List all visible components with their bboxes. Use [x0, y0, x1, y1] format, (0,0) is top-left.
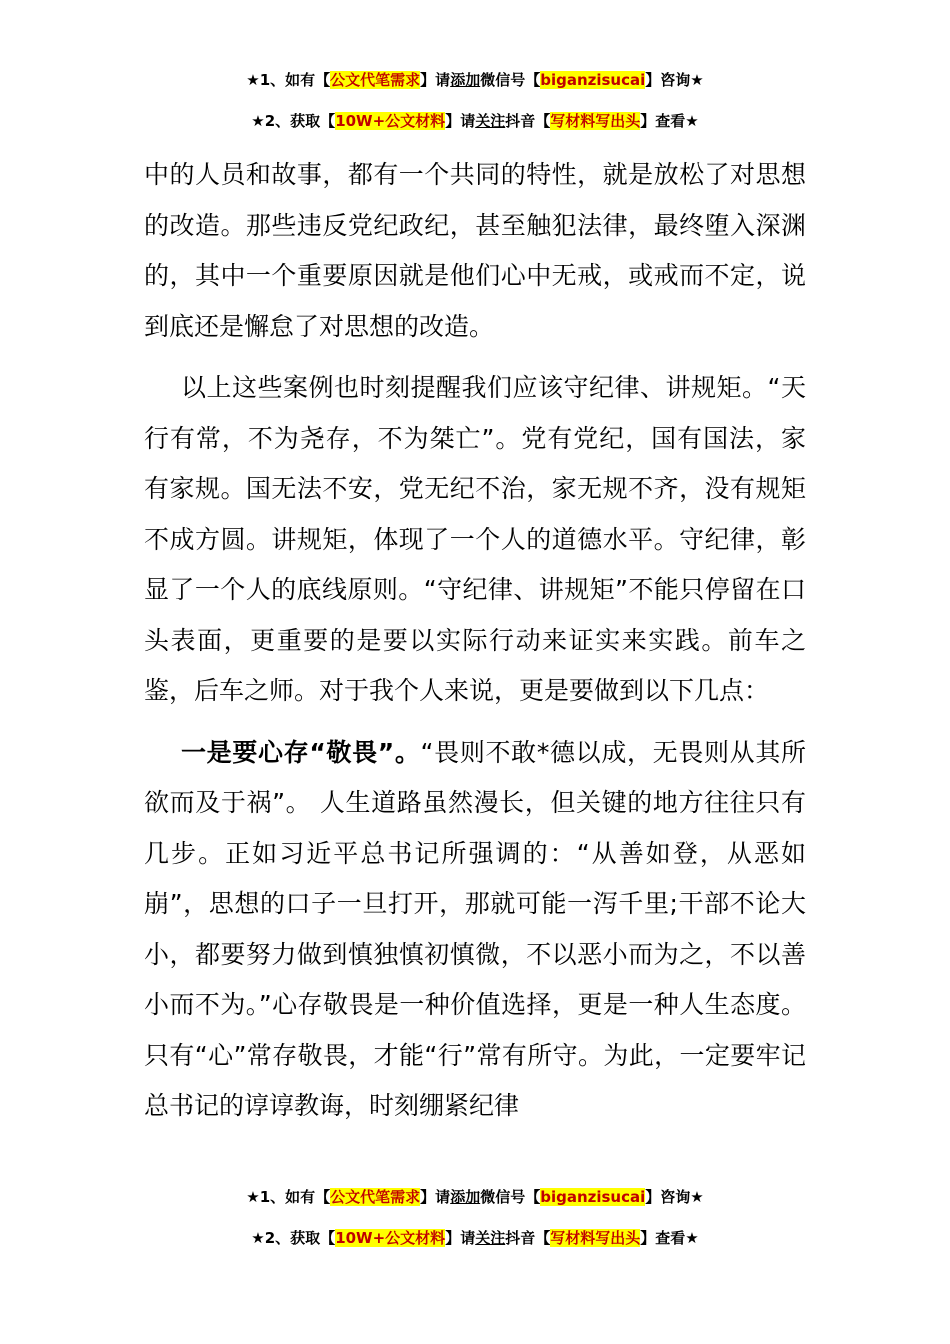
promo-highlight: 10W+公文材料: [335, 112, 446, 130]
promo-highlight: 公文代笔需求: [330, 1188, 421, 1206]
promo-text: 】查看★: [640, 1229, 699, 1247]
header-promo-line-2: [0, 111, 950, 131]
douyin-name-highlight: 写材料写出头: [550, 1229, 641, 1247]
wechat-id-highlight: biganzisucai: [540, 1188, 646, 1206]
promo-text: 】请: [445, 112, 476, 130]
promo-text: 】咨询★: [645, 1188, 704, 1206]
promo-text: ★2、获取【: [251, 1229, 336, 1247]
promo-text: ★1、如有【: [246, 71, 331, 89]
footer-promo-line-2: [0, 1228, 950, 1248]
paragraph-1: 中的人员和故事，都有一个共同的特性，就是放松了对思想的改造。那些违反党纪政纪，甚至触犯法律，最终堕入深渊的，其中一个重要原因就是他们心中无戒，或戒而不定，说到底还是懈怠了对思想的改造。: [144, 160, 806, 341]
promo-text: 抖音【: [505, 112, 551, 130]
point-heading: 一是要心存“敬畏”。: [181, 737, 421, 767]
promo-highlight: 公文代笔需求: [330, 71, 421, 89]
promo-text: 微信号【: [480, 1188, 541, 1206]
promo-text: 微信号【: [480, 71, 541, 89]
promo-text: 】咨询★: [645, 71, 704, 89]
wechat-id-highlight: biganzisucai: [540, 71, 646, 89]
promo-text: 】请: [420, 1188, 451, 1206]
paragraph-2: 以上这些案例也时刻提醒我们应该守纪律、讲规矩。“天行有常，不为尧存，不为桀亡”。党有党纪，国有国法，家有家规。国无法不安，党无纪不治，家无规不齐，没有规矩不成方圆。讲规矩，体现了一个人的道德水平。守纪律，彰显了一个人的底线原则。“守纪律、讲规矩”不能只停留在口头表面，更重要的是要以实际行动来证实来实践。前车之鉴，后车之师。对于我个人来说，更是要做到以下几点：: [144, 373, 806, 705]
promo-emphasis: 关注: [475, 1229, 506, 1247]
promo-emphasis: 添加: [450, 1188, 481, 1206]
document-body: [144, 150, 806, 1132]
promo-text: 】查看★: [640, 112, 699, 130]
promo-highlight: 10W+公文材料: [335, 1229, 446, 1247]
promo-emphasis: 关注: [475, 112, 506, 130]
promo-text: 】请: [420, 71, 451, 89]
promo-text: ★1、如有【: [246, 1188, 331, 1206]
paragraph-3: [144, 728, 806, 1132]
douyin-name-highlight: 写材料写出头: [550, 112, 641, 130]
footer-promo-line-1: [0, 1187, 950, 1207]
promo-emphasis: 添加: [450, 71, 481, 89]
promo-text: ★2、获取【: [251, 112, 336, 130]
promo-text: 】请: [445, 1229, 476, 1247]
promo-text: 抖音【: [505, 1229, 551, 1247]
point-body: “畏则不敢*德以成，无畏则从其所欲而及于祸”。 人生道路虽然漫长，但关键的地方往往只有几步。正如习近平总书记所强调的：“从善如登，从恶如崩”，思想的口子一旦打开，那就可能一泻千里;干部不论大小，都要努力做到慎独慎初慎微，不以恶小而为之，不以善小而不为。”心存敬畏是一种价值选择，更是一种人生态度。只有“心”常存敬畏，才能“行”常有所守。为此，一定要牢记总书记的谆谆教诲，时刻绷紧纪律: [144, 737, 806, 1120]
header-promo-line-1: [0, 70, 950, 90]
